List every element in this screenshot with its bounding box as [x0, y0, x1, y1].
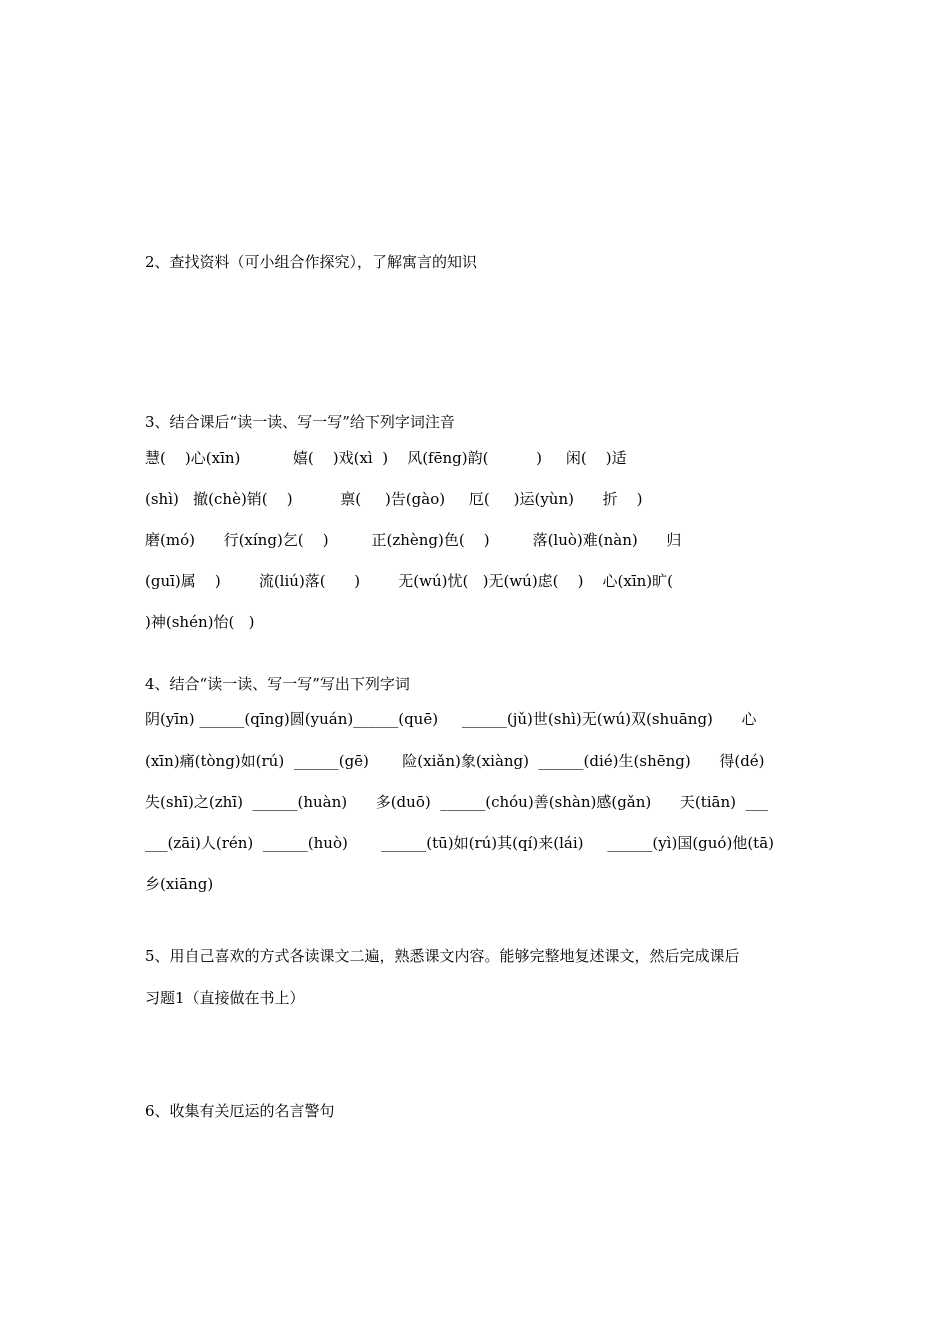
section-4-line-2: (xīn)痛(tòng)如(rú) ______(gē) 险(xiǎn)象(xiàng) ______(dié)生(shēng) 得(dé) [145, 752, 765, 770]
section-5-line-2: 习题1（直接做在书上） [145, 989, 305, 1007]
section-3-line-5: )神(shén)怡( ) [145, 613, 255, 631]
section-3-line-2: (shì) 撤(chè)销( ) 禀( )告(gào) 厄( )运(yùn) 折 ) [145, 490, 643, 508]
section-3-line-4: (guī)属 ) 流(liú)落( ) 无(wú)忧( )无(wú)虑( ) 心(xīn)旷( [145, 572, 673, 590]
section-3-heading: 3、结合课后“读一读、写一写”给下列字词注音 [145, 413, 455, 431]
section-6-heading: 6、收集有关厄运的名言警句 [145, 1102, 335, 1120]
section-4-line-3: 失(shī)之(zhī) ______(huàn) 多(duō) ______(chóu)善(shàn)感(gǎn) 天(tiān) ___ [145, 793, 769, 811]
section-4-line-5: 乡(xiāng) [145, 875, 214, 893]
section-3-line-1: 慧( )心(xīn) 嬉( )戏(xì ) 风(fēng)韵( ) 闲( )适 [145, 449, 627, 467]
section-2-heading: 2、查找资料（可小组合作探究），了解寓言的知识 [145, 253, 478, 271]
section-4-line-1: 阴(yīn) ______(qīng)圆(yuán)______(quē) ______(jǔ)世(shì)无(wú)双(shuāng) 心 [145, 710, 757, 728]
section-4-line-4: ___(zāi)人(rén) ______(huò) ______(tū)如(rú)其(qí)来(lái) ______(yì)国(guó)他(tā) [145, 834, 774, 852]
section-4-heading: 4、结合“读一读、写一写”写出下列字词 [145, 675, 410, 693]
section-5-heading: 5、用自己喜欢的方式各读课文二遍，熟悉课文内容。能够完整地复述课文，然后完成课后 [145, 947, 740, 965]
section-3-line-3: 磨(mó) 行(xíng)乞( ) 正(zhèng)色( ) 落(luò)难(nàn) 归 [145, 531, 682, 549]
